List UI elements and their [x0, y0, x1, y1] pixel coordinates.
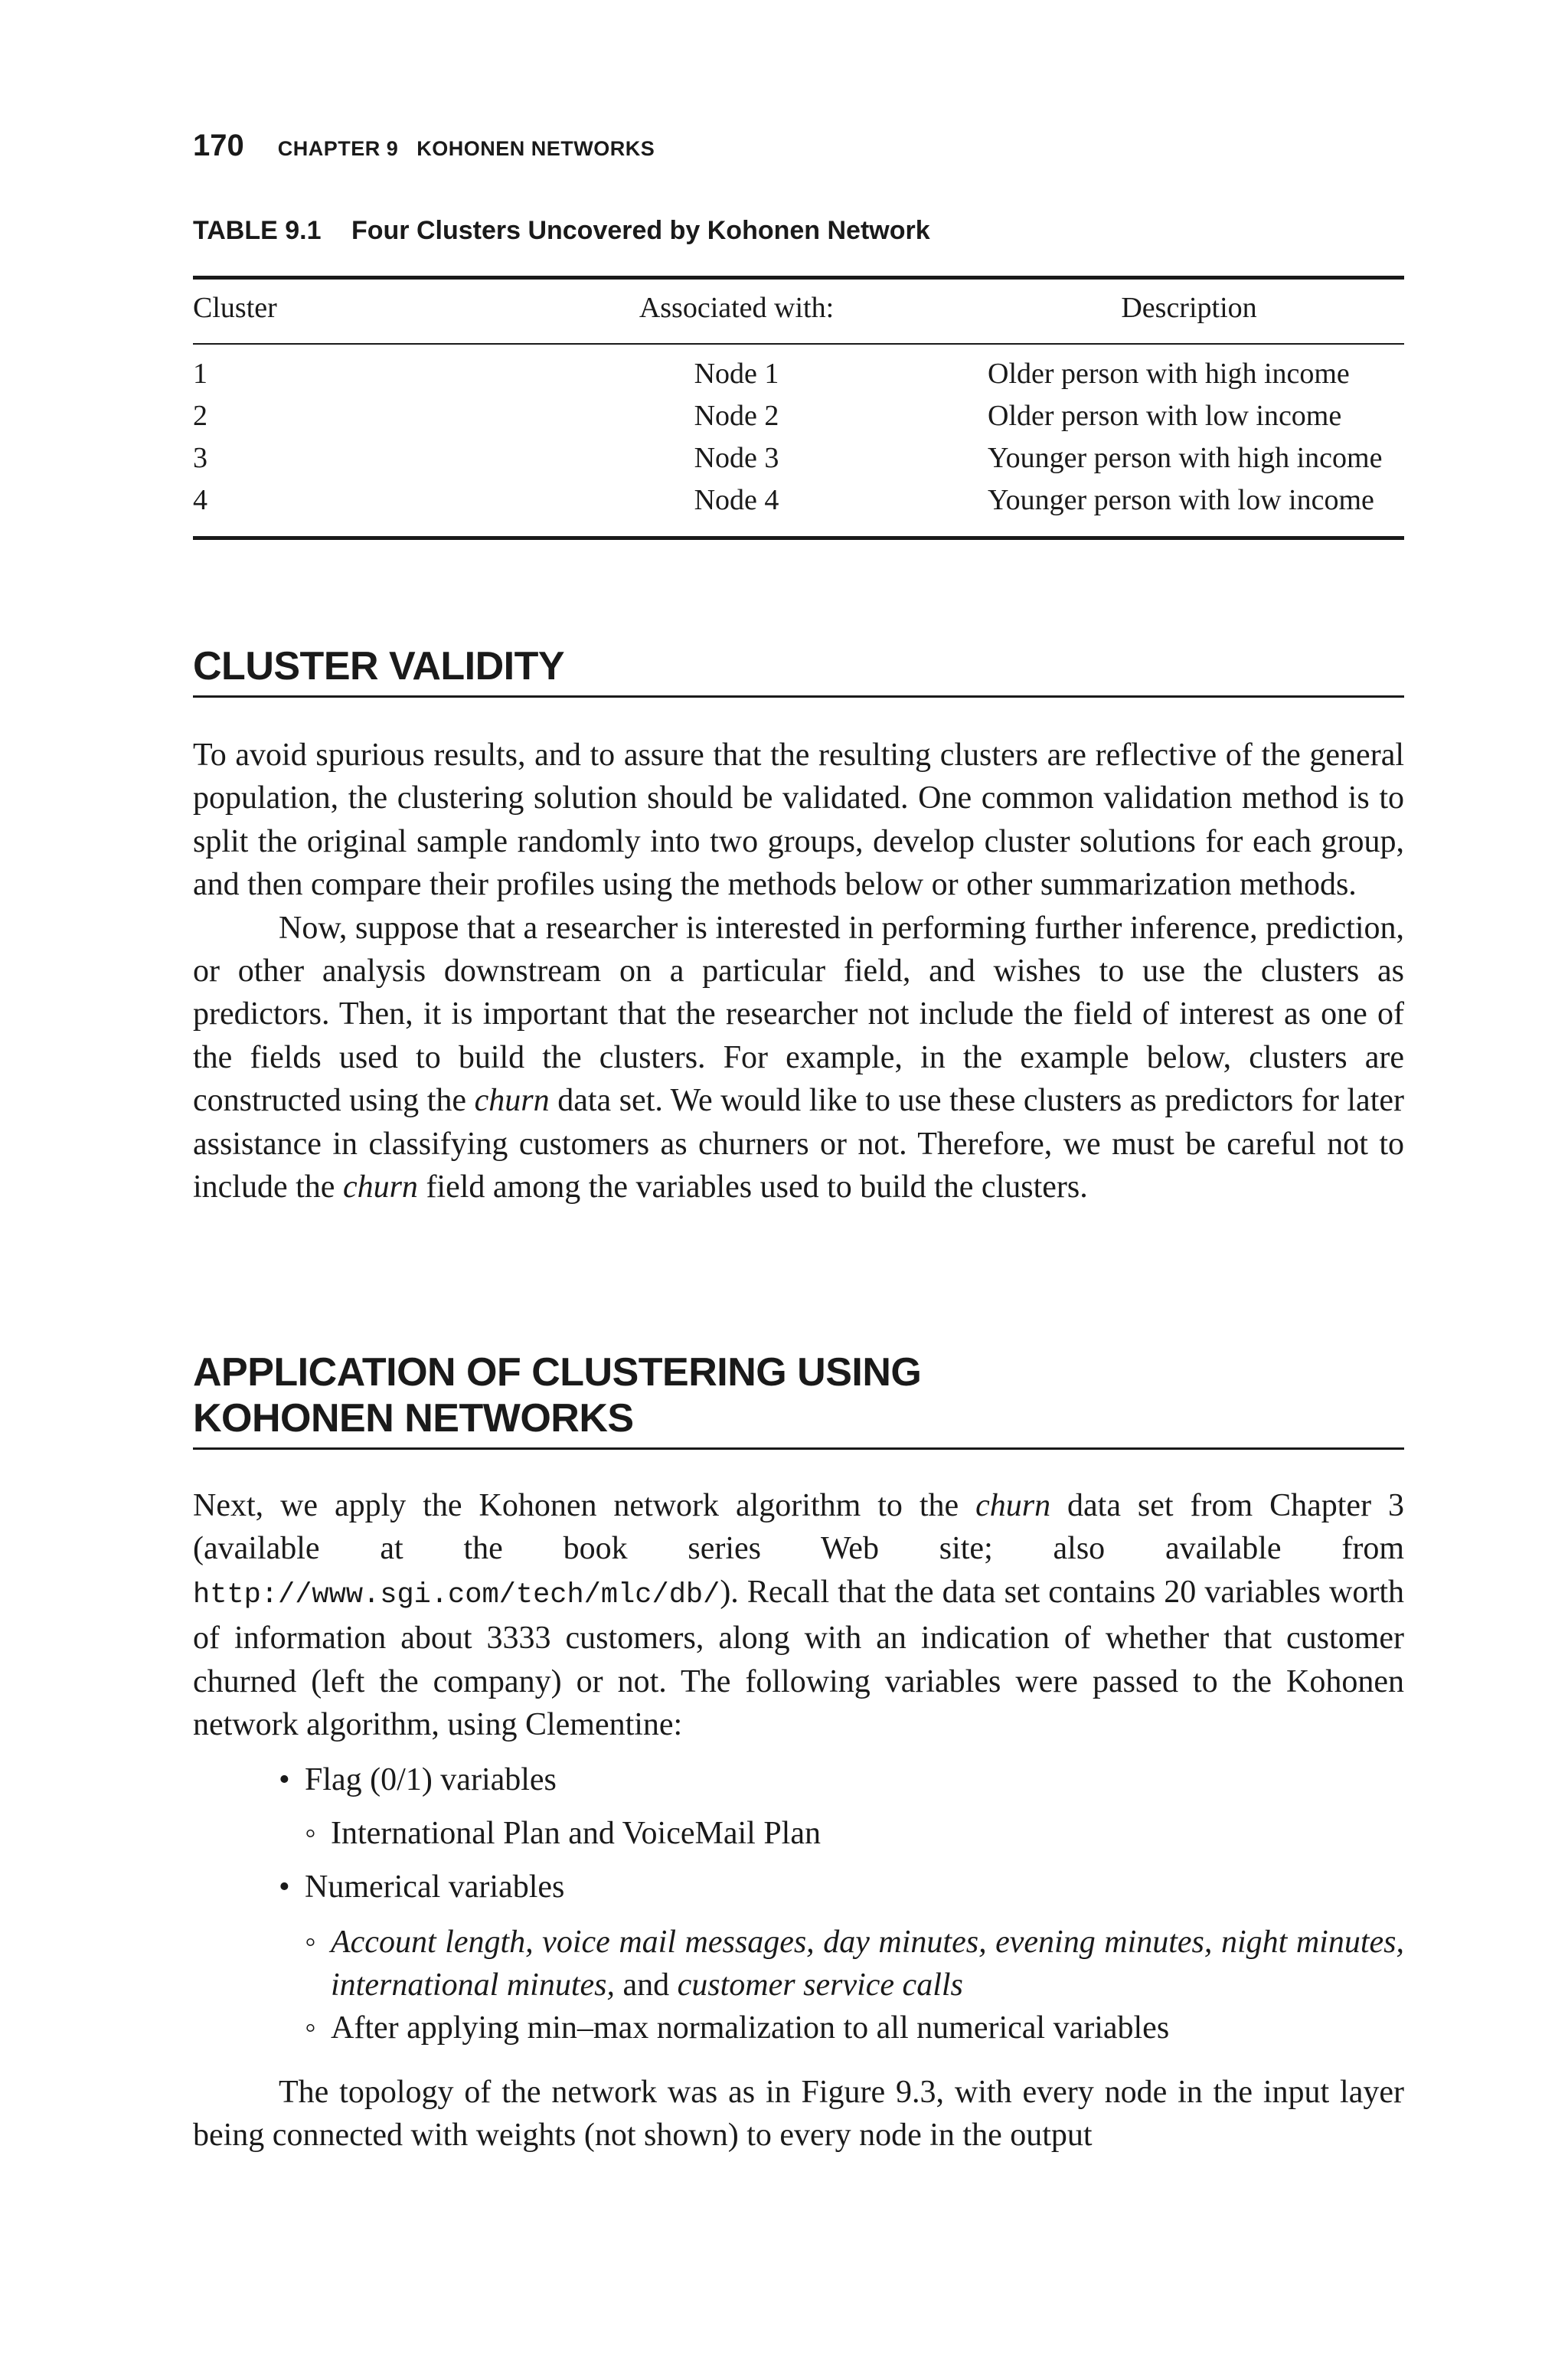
text-run: and: [615, 1967, 678, 2003]
text-run: Next, we apply the Kohonen network algorithm to the: [193, 1488, 976, 1523]
cell-node: Node 4: [694, 484, 779, 516]
cell-node: Node 1: [694, 358, 779, 390]
section-rule: [193, 1447, 1404, 1450]
chapter-title: CHAPTER 9 KOHONEN NETWORKS: [277, 137, 655, 160]
list-item: [279, 1866, 564, 1908]
section-body: [193, 1484, 1404, 1746]
url-link[interactable]: http://www.sgi.com/tech/mlc/db/: [193, 1578, 720, 1611]
section-rule: [193, 695, 1404, 698]
cell-description: Younger person with high income: [988, 442, 1383, 474]
cell-cluster: 2: [193, 400, 207, 432]
sub-bullet-icon: ◦: [305, 2010, 316, 2046]
column-header-description: Description: [1121, 292, 1257, 324]
paragraph: To avoid spurious results, and to assure that the resulting clusters are reflective of the general population, the clustering solution should be validated. One common validation method is to split the original sample randomly into two groups, develop cluster solutions for each group, and then compare their profiles using the methods below or other summarization methods.: [193, 738, 1404, 903]
bullet-text: Numerical variables: [305, 1869, 565, 1905]
table-row: [193, 357, 1404, 395]
table-row: [193, 399, 1404, 437]
italic-term: Account length, voice mail messages, day minutes, evening minutes, night minutes, international minutes,: [331, 1925, 1404, 2003]
cell-cluster: 4: [193, 484, 207, 516]
bullet-text: After applying min–max normalization to all numerical variables: [331, 2010, 1170, 2046]
bullet-text: International Plan and VoiceMail Plan: [331, 1816, 821, 1851]
cell-cluster: 1: [193, 358, 207, 390]
text-run: Now, suppose that a researcher is interested in performing further inference, prediction, or other analysis downstream on a particular field, and wishes to use the clusters as predictors. Then, it is important that the researcher not include the field of interest as one of the fields used to build the clusters. For example, in the example below, clusters are constructed using the: [193, 910, 1404, 1119]
list-item: [279, 1758, 557, 1801]
list-item: [305, 1921, 1404, 2007]
text-run: data set from Chapter 3 (available at the book series Web site; also available from: [193, 1488, 1404, 1567]
table-title: Four Clusters Uncovered by Kohonen Network: [351, 216, 930, 245]
text-run: field among the variables used to build the clusters.: [417, 1169, 1088, 1205]
table-id: TABLE 9.1: [193, 216, 322, 245]
bullet-text: Flag (0/1) variables: [305, 1762, 557, 1797]
table-bottom-rule: [193, 536, 1404, 540]
list-item: [305, 2007, 1430, 2049]
cell-description: Younger person with low income: [988, 484, 1374, 516]
bullet-text: [331, 1921, 1404, 2007]
cell-description: Older person with low income: [988, 400, 1342, 432]
cell-node: Node 3: [694, 442, 779, 474]
paragraph: The topology of the network was as in Figure 9.3, with every node in the input layer being connected with weights (not shown) to every node in the output: [193, 2075, 1404, 2154]
table-header-rule: [193, 343, 1404, 345]
italic-term: churn: [474, 1083, 550, 1119]
italic-term: churn: [975, 1488, 1051, 1523]
table-row: [193, 441, 1404, 479]
sub-bullet-icon: ◦: [305, 1816, 316, 1851]
table-top-rule: [193, 276, 1404, 280]
cell-description: Older person with high income: [988, 358, 1350, 390]
cell-node: Node 2: [694, 400, 779, 432]
page-number: 170: [193, 129, 244, 162]
table-header: [193, 291, 1404, 329]
column-header-associated: Associated with:: [639, 292, 835, 324]
paragraph: [193, 1484, 1404, 1746]
book-page: [193, 0, 1404, 2368]
cell-cluster: 3: [193, 442, 207, 474]
paragraph: [193, 907, 1404, 1209]
section-heading-cluster-validity: CLUSTER VALIDITY: [193, 644, 565, 688]
running-head: [193, 129, 655, 167]
text-run: ). Recall that the data set contains 20 variables worth of information about 3333 customers, along with an indication of whether that customer churned (left the company) or not. The following variables were passed to the Kohonen network algorithm, using Clementine:: [193, 1574, 1404, 1743]
section-heading-application: [193, 1349, 921, 1441]
list-item: [305, 1812, 1430, 1855]
text-run: data set. We would like to use these clusters as predictors for later assistance in classifying customers as churners or not. Therefore, we must be careful not to include the: [193, 1083, 1404, 1205]
bullet-icon: •: [279, 1869, 290, 1905]
heading-line: KOHONEN NETWORKS: [193, 1396, 634, 1441]
italic-term: churn: [342, 1169, 418, 1205]
bullet-icon: •: [279, 1762, 290, 1797]
section-body: [193, 734, 1404, 1209]
heading-line: APPLICATION OF CLUSTERING USING: [193, 1350, 922, 1395]
sub-bullet-icon: ◦: [305, 1925, 316, 1960]
column-header-cluster: Cluster: [193, 292, 277, 324]
table-row: [193, 483, 1404, 522]
italic-term: customer service calls: [677, 1967, 963, 2003]
table-caption: [193, 216, 930, 246]
section-body: [193, 2071, 1404, 2157]
